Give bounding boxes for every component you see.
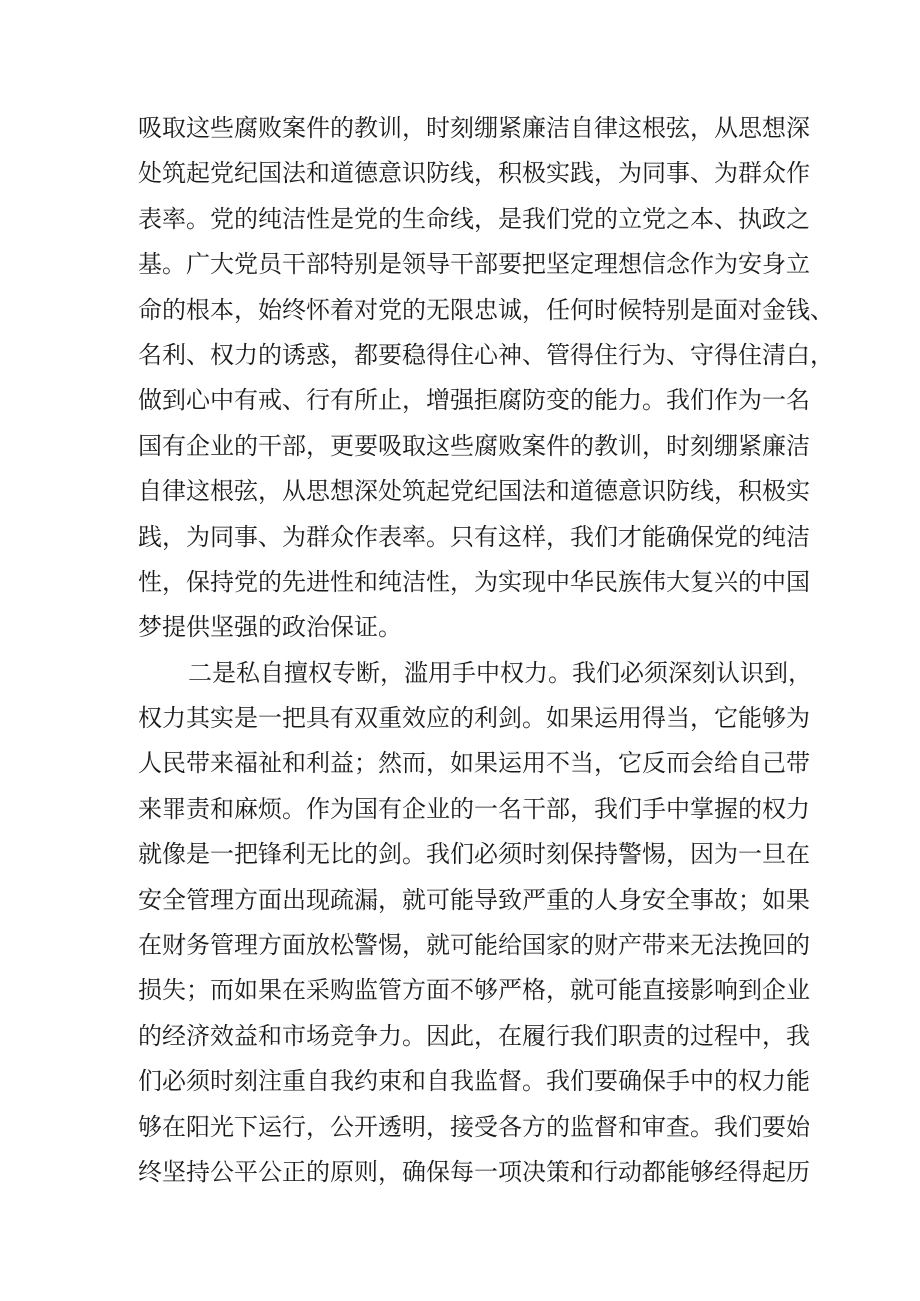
text-line: 人民带来福祉和利益；然而，如果运用不当，它反而会给自己带: [138, 749, 810, 778]
text-line: 们必须时刻注重自我约束和自我监督。我们要确保手中的权力能: [138, 1067, 810, 1096]
text-line: 在财务管理方面放松警惕，就可能给国家的财产带来无法挽回的: [138, 931, 810, 960]
text-line: 权力其实是一把具有双重效应的利剑。如果运用得当，它能够为: [138, 704, 810, 733]
text-line: 的经济效益和市场竞争力。因此，在履行我们职责的过程中，我: [138, 1021, 810, 1050]
text-line: 安全管理方面出现疏漏，就可能导致严重的人身安全事故；如果: [138, 885, 810, 914]
text-line: 基。广大党员干部特别是领导干部要把坚定理想信念作为安身立: [138, 250, 810, 279]
document-body: [138, 106, 834, 1195]
text-line: 名利、权力的诱惑，都要稳得住心神、管得住行为、守得住清白，: [138, 340, 834, 369]
text-line: 终坚持公平公正的原则，确保每一项决策和行动都能够经得起历: [138, 1157, 810, 1186]
text-line: 践，为同事、为群众作表率。只有这样，我们才能确保党的纯洁: [138, 522, 810, 551]
text-line: 就像是一把锋利无比的剑。我们必须时刻保持警惕，因为一旦在: [138, 840, 810, 869]
text-line: 国有企业的干部，更要吸取这些腐败案件的教训，时刻绷紧廉洁: [138, 431, 810, 460]
text-line: 做到心中有戒、行有所止，增强拒腐防变的能力。我们作为一名: [138, 386, 810, 415]
text-line: 二是私自擅权专断，滥用手中权力。我们必须深刻认识到，: [188, 658, 812, 687]
text-line: 性，保持党的先进性和纯洁性，为实现中华民族伟大复兴的中国: [138, 567, 810, 596]
text-line: 命的根本，始终怀着对党的无限忠诚，任何时候特别是面对金钱、: [138, 295, 834, 324]
text-line: 梦提供坚强的政治保证。: [138, 613, 402, 642]
text-line: 来罪责和麻烦。作为国有企业的一名干部，我们手中掌握的权力: [138, 794, 810, 823]
paragraph-1: [138, 106, 834, 651]
text-line: 损失；而如果在采购监管方面不够严格，就可能直接影响到企业: [138, 976, 810, 1005]
text-line: 表率。党的纯洁性是党的生命线，是我们党的立党之本、执政之: [138, 204, 810, 233]
text-line: 吸取这些腐败案件的教训，时刻绷紧廉洁自律这根弦，从思想深: [138, 114, 810, 142]
text-line: 自律这根弦，从思想深处筑起党纪国法和道德意识防线，积极实: [138, 477, 810, 506]
text-line: 够在阳光下运行，公开透明，接受各方的监督和审查。我们要始: [138, 1112, 810, 1141]
paragraph-2: [138, 651, 812, 1196]
text-line: 处筑起党纪国法和道德意识防线，积极实践，为同事、为群众作: [138, 159, 810, 188]
